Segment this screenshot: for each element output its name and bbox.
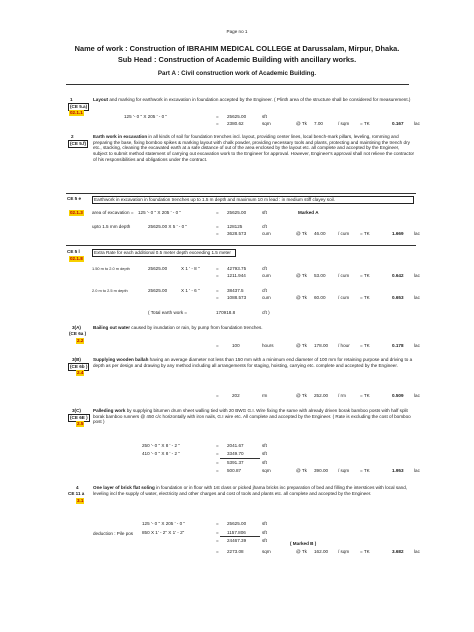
schedule-ref: 02.1.1 xyxy=(70,110,83,115)
equals: = xyxy=(216,121,219,126)
measurement-calc: X 1 ' - 6 " xyxy=(181,288,200,293)
amount-prefix: = TK xyxy=(360,393,370,398)
equals: = xyxy=(216,273,219,278)
rate-prefix: @ Tk xyxy=(296,468,307,473)
rate: 7.00 xyxy=(314,121,323,126)
amount: 3.682 xyxy=(392,549,404,554)
equals: = xyxy=(216,393,219,398)
unit: sft xyxy=(262,530,267,535)
work-title: Name of work : Construction of IBRAHIM MEDICAL COLLEGE at Darussalam, Mirpur, Dhaka. xyxy=(74,44,400,53)
deduction-label: deduction : Pile pos xyxy=(93,531,134,536)
amount: 1.953 xyxy=(392,468,404,473)
unit: cft xyxy=(262,288,267,293)
item-description xyxy=(93,408,415,425)
rate-unit: / cum xyxy=(338,273,350,278)
equals: = xyxy=(216,468,219,473)
calc-label: upto 1.5 mm depth xyxy=(92,224,131,229)
depth-range-label: 2.0 m to 2.5 m depth xyxy=(92,288,128,293)
sum-line xyxy=(220,458,260,459)
amount-prefix: = TK xyxy=(360,231,370,236)
quantity: 2273.08 xyxy=(227,549,244,554)
unit: sqm xyxy=(262,549,271,554)
equals: = xyxy=(216,443,219,448)
equals: = xyxy=(216,224,219,229)
item-text: having an average diameter not less than 150 mm with a minimum end diameter of 100 mm for retaining purpose and driving to a depth as per design and drawing by any method including all arrangements for staging, hoisting, carrying etc. complete and accepted by the Engineer. xyxy=(93,357,413,368)
equals: = xyxy=(216,231,219,236)
item-heading: Bailing out water xyxy=(93,325,131,330)
item-code: CE 11 a xyxy=(68,491,85,496)
amount-prefix: = TK xyxy=(360,295,370,300)
rate-unit: / cum xyxy=(338,231,350,236)
item-code: (CE 5.a) xyxy=(70,104,88,109)
rate-prefix: @ Tk xyxy=(296,121,307,126)
quantity: 1088.573 xyxy=(227,295,247,300)
schedule-ref: 3.1 xyxy=(77,498,84,503)
total-label: ( Total earth work = xyxy=(148,310,188,315)
item-code: (CE 5.f) xyxy=(70,141,87,146)
item-no: 4 xyxy=(76,485,79,490)
page-number: Page no 1 xyxy=(226,29,248,34)
amount: 0.653 xyxy=(392,295,404,300)
rate-unit: / sqm xyxy=(338,121,350,126)
unit: sft xyxy=(262,451,267,456)
equals: = xyxy=(216,210,219,215)
amount: 0.178 xyxy=(392,343,404,348)
measurement-calc: 125 '- 0 " X 205 ' - 0 " xyxy=(142,521,186,526)
quantity: 3349.70 xyxy=(227,451,244,456)
item-heading: Layout xyxy=(93,97,109,102)
amount-prefix: = TK xyxy=(360,273,370,278)
unit: sft xyxy=(262,460,267,465)
marked-note: ( Marked B ) xyxy=(290,541,317,546)
part-title: Part A : Civil construction work of Academic Building. xyxy=(157,70,317,77)
amount-unit: lac xyxy=(414,295,420,300)
rate-prefix: @ Tk xyxy=(296,393,307,398)
unit: cum xyxy=(262,273,271,278)
schedule-ref: 02.1.3 xyxy=(70,210,83,215)
item-text: in all kinds of soil for foundation trenches incl. layout, providing center lines, local bench-mark pillars, leveling, romming and preparing the base, fixing bomboo spikes & marking layout with chalk powder, providing necessary tools and plants, protecting and maintining the trench dry etc., stacking, cleaning the excavated earth at a safe distance of out of the area enclosed by the layout etc. all complete and accepted by the Engineer, subject to submit method statement of carrying out excavation work to the Engineer for approval. However, Engineer's approval shall not relieve the contractor of his responsibilities and obligations under the contract. xyxy=(93,134,415,162)
amount-unit: lac xyxy=(414,121,420,126)
amount-unit: lac xyxy=(414,343,420,348)
unit: sqm xyxy=(262,468,271,473)
item-no: 1 xyxy=(70,97,73,102)
section-divider xyxy=(66,193,416,194)
marked-note: Marked A xyxy=(298,210,319,215)
unit: rm xyxy=(262,393,268,398)
equals: = xyxy=(216,266,219,271)
unit: sqm xyxy=(262,121,271,126)
item-text: in foundation or in floor with 1st class or picked jhama bricks inc preparation of bed and filling the interstices with local sand, leveling incl the supply of water, electricity and other charges and cost of tools and plants etc. all complete and accepted by the Engineer. xyxy=(93,485,408,496)
base-area: 25625.00 xyxy=(148,266,168,271)
equals: = xyxy=(216,343,219,348)
quantity: 3628.573 xyxy=(227,231,247,236)
rate: 46.00 xyxy=(314,231,326,236)
item-code: CE 5 l xyxy=(67,249,80,254)
quantity: 128125 xyxy=(227,224,243,229)
rate-prefix: @ Tk xyxy=(296,231,307,236)
measurement-calc: 125 '- 0 " X 205 ' - 0 " xyxy=(138,210,182,215)
schedule-ref: 02.1.8 xyxy=(70,256,83,261)
item-code: (CE 6b ) xyxy=(70,364,88,369)
amount-prefix: = TK xyxy=(360,343,370,348)
unit: hours xyxy=(262,343,274,348)
measurement-calc: 410 '- 0 " X 8 ' - 2 " xyxy=(142,451,180,456)
item-description: Earthwork in excavation in foundation trenches up to 1.5 m depth and maximum 10 m lead : in medium stiff clayey soil. xyxy=(92,196,414,204)
sum-line xyxy=(220,536,260,537)
unit: cum xyxy=(262,295,271,300)
quantity: 25625.00 xyxy=(227,521,247,526)
quantity: 2041.67 xyxy=(227,443,244,448)
unit: cft xyxy=(262,266,267,271)
amount-unit: lac xyxy=(414,549,420,554)
item-no: 3(A) xyxy=(72,325,81,330)
item-description xyxy=(93,325,413,331)
quantity: 25625.00 xyxy=(227,210,247,215)
rate-prefix: @ Tk xyxy=(296,549,307,554)
equals: = xyxy=(216,295,219,300)
rate-unit: / cum xyxy=(338,295,350,300)
measurement-calc: 25625.00 X 5 ' - 0 " xyxy=(148,224,188,229)
item-code: CE 5 e xyxy=(67,196,82,201)
equals: = xyxy=(216,521,219,526)
rate-prefix: @ Tk xyxy=(296,295,307,300)
amount-unit: lac xyxy=(414,393,420,398)
amount-prefix: = TK xyxy=(360,549,370,554)
unit: sft xyxy=(262,114,267,119)
amount: 0.509 xyxy=(392,393,404,398)
item-no: 3(C) xyxy=(72,408,81,413)
rate: 53.00 xyxy=(314,273,326,278)
item-heading: One layer of brick flat soling xyxy=(93,485,155,490)
amount-prefix: = TK xyxy=(360,468,370,473)
measurement-calc: X 1 ' - 8 " xyxy=(181,266,200,271)
quantity: 100 xyxy=(232,343,240,348)
item-description: Extra Rate for each additional 0.5 meter depth exceeding 1.5 meter xyxy=(92,249,236,257)
rate-unit: / rm xyxy=(338,393,346,398)
measurement-calc: 850 X 1' - 2" X 1' - 2" xyxy=(142,530,185,535)
item-no: 3(B) xyxy=(72,357,81,362)
quantity: 1211.944 xyxy=(227,273,246,278)
amount-unit: lac xyxy=(414,273,420,278)
schedule-ref: 2.2 xyxy=(77,338,84,343)
total-earthwork: 170918.8 xyxy=(216,310,236,315)
equals: = xyxy=(216,549,219,554)
rate-unit: / sqm xyxy=(338,549,350,554)
item-text: caused by inundation or rain, by pump from foundation trenches. xyxy=(130,325,263,330)
quantity: 1157.806 xyxy=(227,530,246,535)
calc-label: area of excavation = xyxy=(92,210,134,215)
equals: = xyxy=(216,114,219,119)
unit: cum xyxy=(262,231,271,236)
measurement-calc: 125 '- 0 " X 205 ' - 0 " xyxy=(124,114,168,119)
unit: sft xyxy=(262,443,267,448)
item-description xyxy=(93,357,415,368)
item-heading: Palleding work xyxy=(93,408,126,413)
schedule-ref: 2.5 xyxy=(77,421,84,426)
base-area: 25625.00 xyxy=(148,288,168,293)
measurement-calc: 250 '- 0 " X 8 ' - 2 " xyxy=(142,443,180,448)
rate: 178.00 xyxy=(314,343,329,348)
schedule-ref: 2.4 xyxy=(77,370,84,375)
amount: 1.669 xyxy=(392,231,404,236)
equals: = xyxy=(216,451,219,456)
item-text: by supplying bitumen drum sheet walling tied with 20 BWG G.I. Wire fixing the same with already driven borak bamboo posts with half split borak bamboo runners @ 450 c/c horizontally with iron nails, G.I wire etc. All complete and accepted by the Engineer. ( Rate is excluding the cost of bomboo post ) xyxy=(93,408,411,425)
quantity: 202 xyxy=(232,393,240,398)
rate-unit: / hour xyxy=(338,343,350,348)
section-divider xyxy=(66,245,416,246)
unit: sft xyxy=(262,210,267,215)
equals: = xyxy=(216,530,219,535)
equals: = xyxy=(216,288,219,293)
total-unit: cft ) xyxy=(262,310,270,315)
equals: = xyxy=(216,460,219,465)
item-heading: Earth work in excavation xyxy=(93,134,148,139)
item-heading: Supplying wooden ballah xyxy=(93,357,149,362)
rate-unit: / sqm xyxy=(338,468,350,473)
depth-range-label: 1.50 m to 2.0 m depth xyxy=(92,266,130,271)
amount: 0.167 xyxy=(392,121,404,126)
rate: 162.00 xyxy=(314,549,329,554)
unit: cft xyxy=(262,224,267,229)
rate: 60.00 xyxy=(314,295,326,300)
quantity: 24467.39 xyxy=(227,538,247,543)
amount: 0.642 xyxy=(392,273,404,278)
quantity: 2380.62 xyxy=(227,121,244,126)
quantity: 25625.00 xyxy=(227,114,247,119)
item-code: (CE 6a ) xyxy=(69,331,87,336)
header-divider xyxy=(66,84,409,85)
amount-unit: lac xyxy=(414,231,420,236)
rate: 390.00 xyxy=(314,468,329,473)
amount-unit: lac xyxy=(414,468,420,473)
sub-head: Sub Head : Construction of Academic Building with ancillary works. xyxy=(117,55,357,64)
item-description xyxy=(93,97,413,103)
quantity: 5391.37 xyxy=(227,460,244,465)
amount-prefix: = TK xyxy=(360,121,370,126)
quantity: 500.87 xyxy=(227,468,242,473)
rate-prefix: @ Tk xyxy=(296,343,307,348)
item-text: and marking for earthwork in excavation in foundation accepted by the Engineer. ( Plinth area of the structure shall be considered for measurement.) xyxy=(108,97,411,102)
quantity: 38437.5 xyxy=(227,288,244,293)
item-no: 2 xyxy=(71,134,74,139)
quantity: 42793.75 xyxy=(227,266,247,271)
item-description xyxy=(93,134,415,163)
rate: 252.00 xyxy=(314,393,329,398)
rate-prefix: @ Tk xyxy=(296,273,307,278)
unit: sft xyxy=(262,538,267,543)
item-code: (CE 6E ) xyxy=(70,415,88,420)
item-description xyxy=(93,485,415,496)
unit: sft xyxy=(262,521,267,526)
equals: = xyxy=(216,538,219,543)
